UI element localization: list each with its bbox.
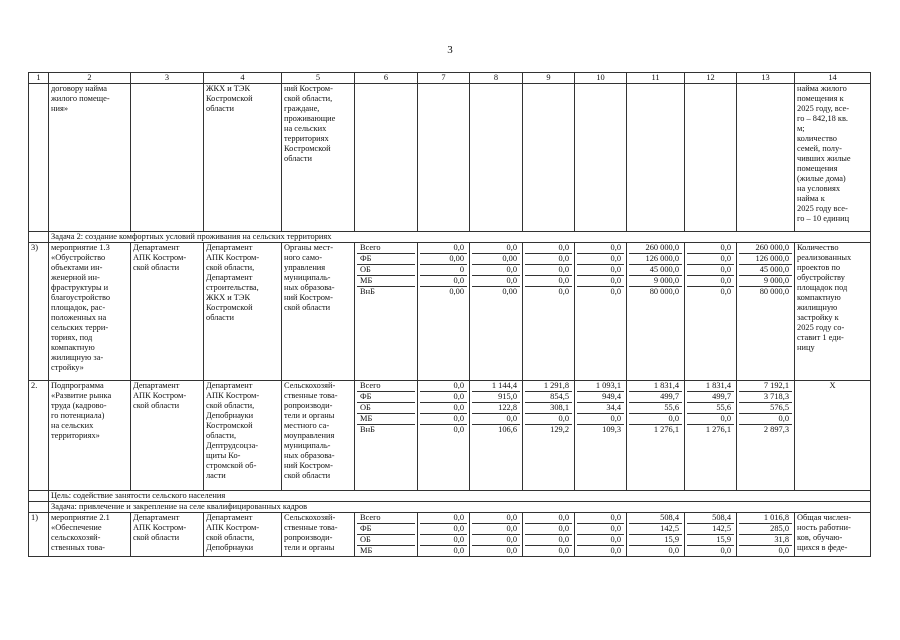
value-cell: 0,0: [472, 513, 520, 524]
source-cell: ФБ: [357, 254, 415, 265]
value-cell: 0,0: [420, 524, 467, 535]
section-title: Цель: содействие занятости сельского населения: [49, 491, 871, 502]
co-executors: Департамент АПК Костром- ской области, Департамент строительства, ЖКХ и ТЭК Костромской области: [204, 243, 282, 381]
co-executors: Департамент АПК Костром- ской области, Депобрнауки: [204, 513, 282, 557]
measure-name: мероприятие 1.3 «Обустройство объектами ин- женерной ин- фраструктуры и благоустройство площадок, рас- положенных на сельских терри- ториях, под компактную жилищную за- стройку»: [49, 243, 131, 381]
value-cell: 508,4: [629, 513, 682, 524]
value-cell: 1 831,4: [629, 381, 682, 392]
value-cell: 0,0: [778, 546, 789, 555]
value-cell: 0,0: [558, 546, 569, 555]
source-cell: МБ: [357, 414, 415, 425]
value-cell: 0,0: [577, 243, 624, 254]
value-cell: 9 000,0: [739, 276, 792, 287]
value-cell: 0,0: [739, 414, 792, 425]
measure-name: Подпрограмма «Развитие рынка труда (кадрово- го потенциала) на сельских территориях»: [49, 381, 131, 491]
value-cell: 0,0: [687, 243, 734, 254]
section-title: Задача: привлечение и закрепление на селе квалифицированных кадров: [49, 502, 871, 513]
value-cell: 0,0: [577, 254, 624, 265]
value-cell: 1 144,4: [472, 381, 520, 392]
source-cell: ОБ: [357, 535, 415, 546]
header-cell: 5: [282, 73, 355, 84]
table-row: [29, 513, 871, 557]
value-cell: 0,0: [577, 414, 624, 425]
measure-name: мероприятие 2.1 «Обеспечение сельскохозяй- ственных това-: [49, 513, 131, 557]
value-cell: 142,5: [687, 524, 734, 535]
value-cell: 260 000,0: [739, 243, 792, 254]
expected-result: найма жилого помещения к 2025 году, все- го – 842,18 кв. м; количество семей, полу- чивших жилые помещения (жилые дома) на условиях найма к 2025 году все- го – 10 единиц: [795, 84, 871, 232]
measure-name: договору найма жилого помеще- ния»: [49, 84, 131, 232]
value-cell: 126 000,0: [629, 254, 682, 265]
participants: Сельскохозяй- ственные това- ропроизводи- тели и органы: [282, 513, 355, 557]
value-cell: 45 000,0: [739, 265, 792, 276]
value-cell: 0,0: [525, 414, 572, 425]
source-cell: МБ: [360, 546, 373, 555]
value-cell: 0,0: [453, 546, 464, 555]
header-cell: 11: [627, 73, 685, 84]
source-cell: ВнБ: [360, 425, 375, 434]
header-row: [29, 73, 871, 84]
source-cell: Всего: [357, 381, 415, 392]
value-cell: 0,0: [687, 414, 734, 425]
value-cell: 0,0: [420, 535, 467, 546]
value-cell: 0,0: [629, 414, 682, 425]
header-cell: 2: [49, 73, 131, 84]
value-cell: 0,0: [558, 287, 569, 296]
value-cell: 949,4: [577, 392, 624, 403]
source-cell: ФБ: [357, 524, 415, 535]
expected-result: Общая числен- ность работни- ков, обучаю- щихся в феде-: [795, 513, 871, 557]
expected-result: Х: [795, 381, 871, 491]
header-cell: 7: [418, 73, 470, 84]
value-cell: 2 897,3: [763, 425, 789, 434]
row-number: 2.: [29, 381, 49, 491]
value-cell: 1 093,1: [577, 381, 624, 392]
value-cell: 34,4: [577, 403, 624, 414]
expected-result: Количество реализованных проектов по обустройству площадок под компактную жилищную застройку к 2025 году со- ставит 1 еди- ницу: [795, 243, 871, 381]
source-cell: ОБ: [357, 403, 415, 414]
value-cell: 142,5: [629, 524, 682, 535]
participants: Сельскохозяй- ственные това- ропроизводи- тели и органы местного са- моуправления муниципаль- ных образова- ний Костром- ской области: [282, 381, 355, 491]
program-table: [28, 72, 871, 557]
value-cell: 0,0: [525, 254, 572, 265]
value-cell: 0,0: [420, 513, 467, 524]
value-cell: 0,00: [502, 287, 517, 296]
value-cell: 0,0: [610, 287, 621, 296]
page-number: 3: [447, 44, 453, 56]
value-cell: 129,2: [550, 425, 569, 434]
value-cell: 0,00: [472, 254, 520, 265]
section-row: [29, 232, 871, 243]
value-cell: 0,0: [577, 524, 624, 535]
value-cell: 1 291,8: [525, 381, 572, 392]
value-cell: 0,0: [525, 513, 572, 524]
value-cell: 80 000,0: [759, 287, 789, 296]
value-cell: 0,0: [525, 535, 572, 546]
value-cell: 0,0: [472, 414, 520, 425]
value-cell: 0,0: [525, 276, 572, 287]
value-cell: 308,1: [525, 403, 572, 414]
section-row: [29, 502, 871, 513]
row-number: 1): [29, 513, 49, 557]
value-cell: 0,0: [525, 265, 572, 276]
value-cell: 499,7: [629, 392, 682, 403]
source-cell: ОБ: [357, 265, 415, 276]
value-cell: 122,8: [472, 403, 520, 414]
value-cell: 106,6: [498, 425, 517, 434]
header-cell: 6: [355, 73, 418, 84]
value-cell: 0,0: [472, 535, 520, 546]
table-row: [29, 243, 871, 381]
value-cell: 0,0: [577, 535, 624, 546]
value-cell: 0,00: [449, 287, 464, 296]
value-cell: 0,0: [420, 276, 467, 287]
value-cell: 9 000,0: [629, 276, 682, 287]
value-cell: 0,0: [472, 276, 520, 287]
value-cell: 0,00: [420, 254, 467, 265]
value-cell: 1 276,1: [653, 425, 679, 434]
value-cell: 0: [420, 265, 467, 276]
value-cell: 576,5: [739, 403, 792, 414]
value-cell: 1 831,4: [687, 381, 734, 392]
value-cell: 0,0: [472, 524, 520, 535]
value-cell: 1 016,8: [739, 513, 792, 524]
value-cell: 0,0: [472, 243, 520, 254]
value-cell: 915,0: [472, 392, 520, 403]
value-cell: 0,0: [668, 546, 679, 555]
value-cell: 15,9: [687, 535, 734, 546]
value-cell: 854,5: [525, 392, 572, 403]
header-cell: 4: [204, 73, 282, 84]
value-cell: 0,0: [525, 243, 572, 254]
value-cell: 508,4: [687, 513, 734, 524]
participants: ний Костром- ской области, граждане, проживающие на сельских территориях Костромской области: [282, 84, 355, 232]
source-cell: Всего: [357, 243, 415, 254]
co-executors: Департамент АПК Костром- ской области, Депобрнауки Костромской области, Дептрудсоцза- щиты Ко- стромской об- ласти: [204, 381, 282, 491]
value-cell: 0,0: [506, 546, 517, 555]
row-number: 3): [29, 243, 49, 381]
value-cell: 0,0: [720, 287, 731, 296]
value-cell: 0,0: [577, 276, 624, 287]
value-cell: 0,0: [420, 403, 467, 414]
value-cell: 0,0: [472, 265, 520, 276]
header-cell: 12: [685, 73, 737, 84]
value-cell: 285,0: [739, 524, 792, 535]
value-cell: 31,8: [739, 535, 792, 546]
value-cell: 1 276,1: [705, 425, 731, 434]
value-cell: 45 000,0: [629, 265, 682, 276]
value-cell: 15,9: [629, 535, 682, 546]
source-cell: Всего: [357, 513, 415, 524]
value-cell: 0,0: [525, 524, 572, 535]
value-cell: 0,0: [720, 546, 731, 555]
header-cell: 13: [737, 73, 795, 84]
value-cell: 7 192,1: [739, 381, 792, 392]
value-cell: 260 000,0: [629, 243, 682, 254]
header-cell: 10: [575, 73, 627, 84]
responsible-executor: Департамент АПК Костром- ской области: [131, 243, 204, 381]
value-cell: 80 000,0: [649, 287, 679, 296]
value-cell: 0,0: [420, 392, 467, 403]
value-cell: 0,0: [577, 513, 624, 524]
value-cell: 0,0: [687, 265, 734, 276]
value-cell: 0,0: [577, 265, 624, 276]
value-cell: 0,0: [687, 254, 734, 265]
header-cell: 1: [29, 73, 49, 84]
responsible-executor: Департамент АПК Костром- ской области: [131, 381, 204, 491]
value-cell: 0,0: [687, 276, 734, 287]
value-cell: 0,0: [420, 243, 467, 254]
value-cell: 109,3: [602, 425, 621, 434]
value-cell: 126 000,0: [739, 254, 792, 265]
value-cell: 499,7: [687, 392, 734, 403]
value-cell: 0,0: [610, 546, 621, 555]
responsible-executor: Департамент АПК Костром- ской области: [131, 513, 204, 557]
section-title: Задача 2: создание комфортных условий проживания на сельских территориях: [49, 232, 871, 243]
header-cell: 3: [131, 73, 204, 84]
value-cell: 0,0: [420, 414, 467, 425]
source-cell: МБ: [357, 276, 415, 287]
value-cell: 0,0: [420, 381, 467, 392]
header-cell: 9: [523, 73, 575, 84]
table-row: [29, 381, 871, 491]
source-cell: ВнБ: [360, 287, 375, 296]
value-cell: 0,0: [453, 425, 464, 434]
header-cell: 8: [470, 73, 523, 84]
value-cell: 3 718,3: [739, 392, 792, 403]
value-cell: 55,6: [629, 403, 682, 414]
header-cell: 14: [795, 73, 871, 84]
participants: Органы мест- ного само- управления муниципаль- ных образова- ний Костром- ской области: [282, 243, 355, 381]
co-executors: ЖКХ и ТЭК Костромской области: [204, 84, 282, 232]
value-cell: 55,6: [687, 403, 734, 414]
table-row: [29, 84, 871, 232]
section-row: [29, 491, 871, 502]
source-cell: ФБ: [357, 392, 415, 403]
